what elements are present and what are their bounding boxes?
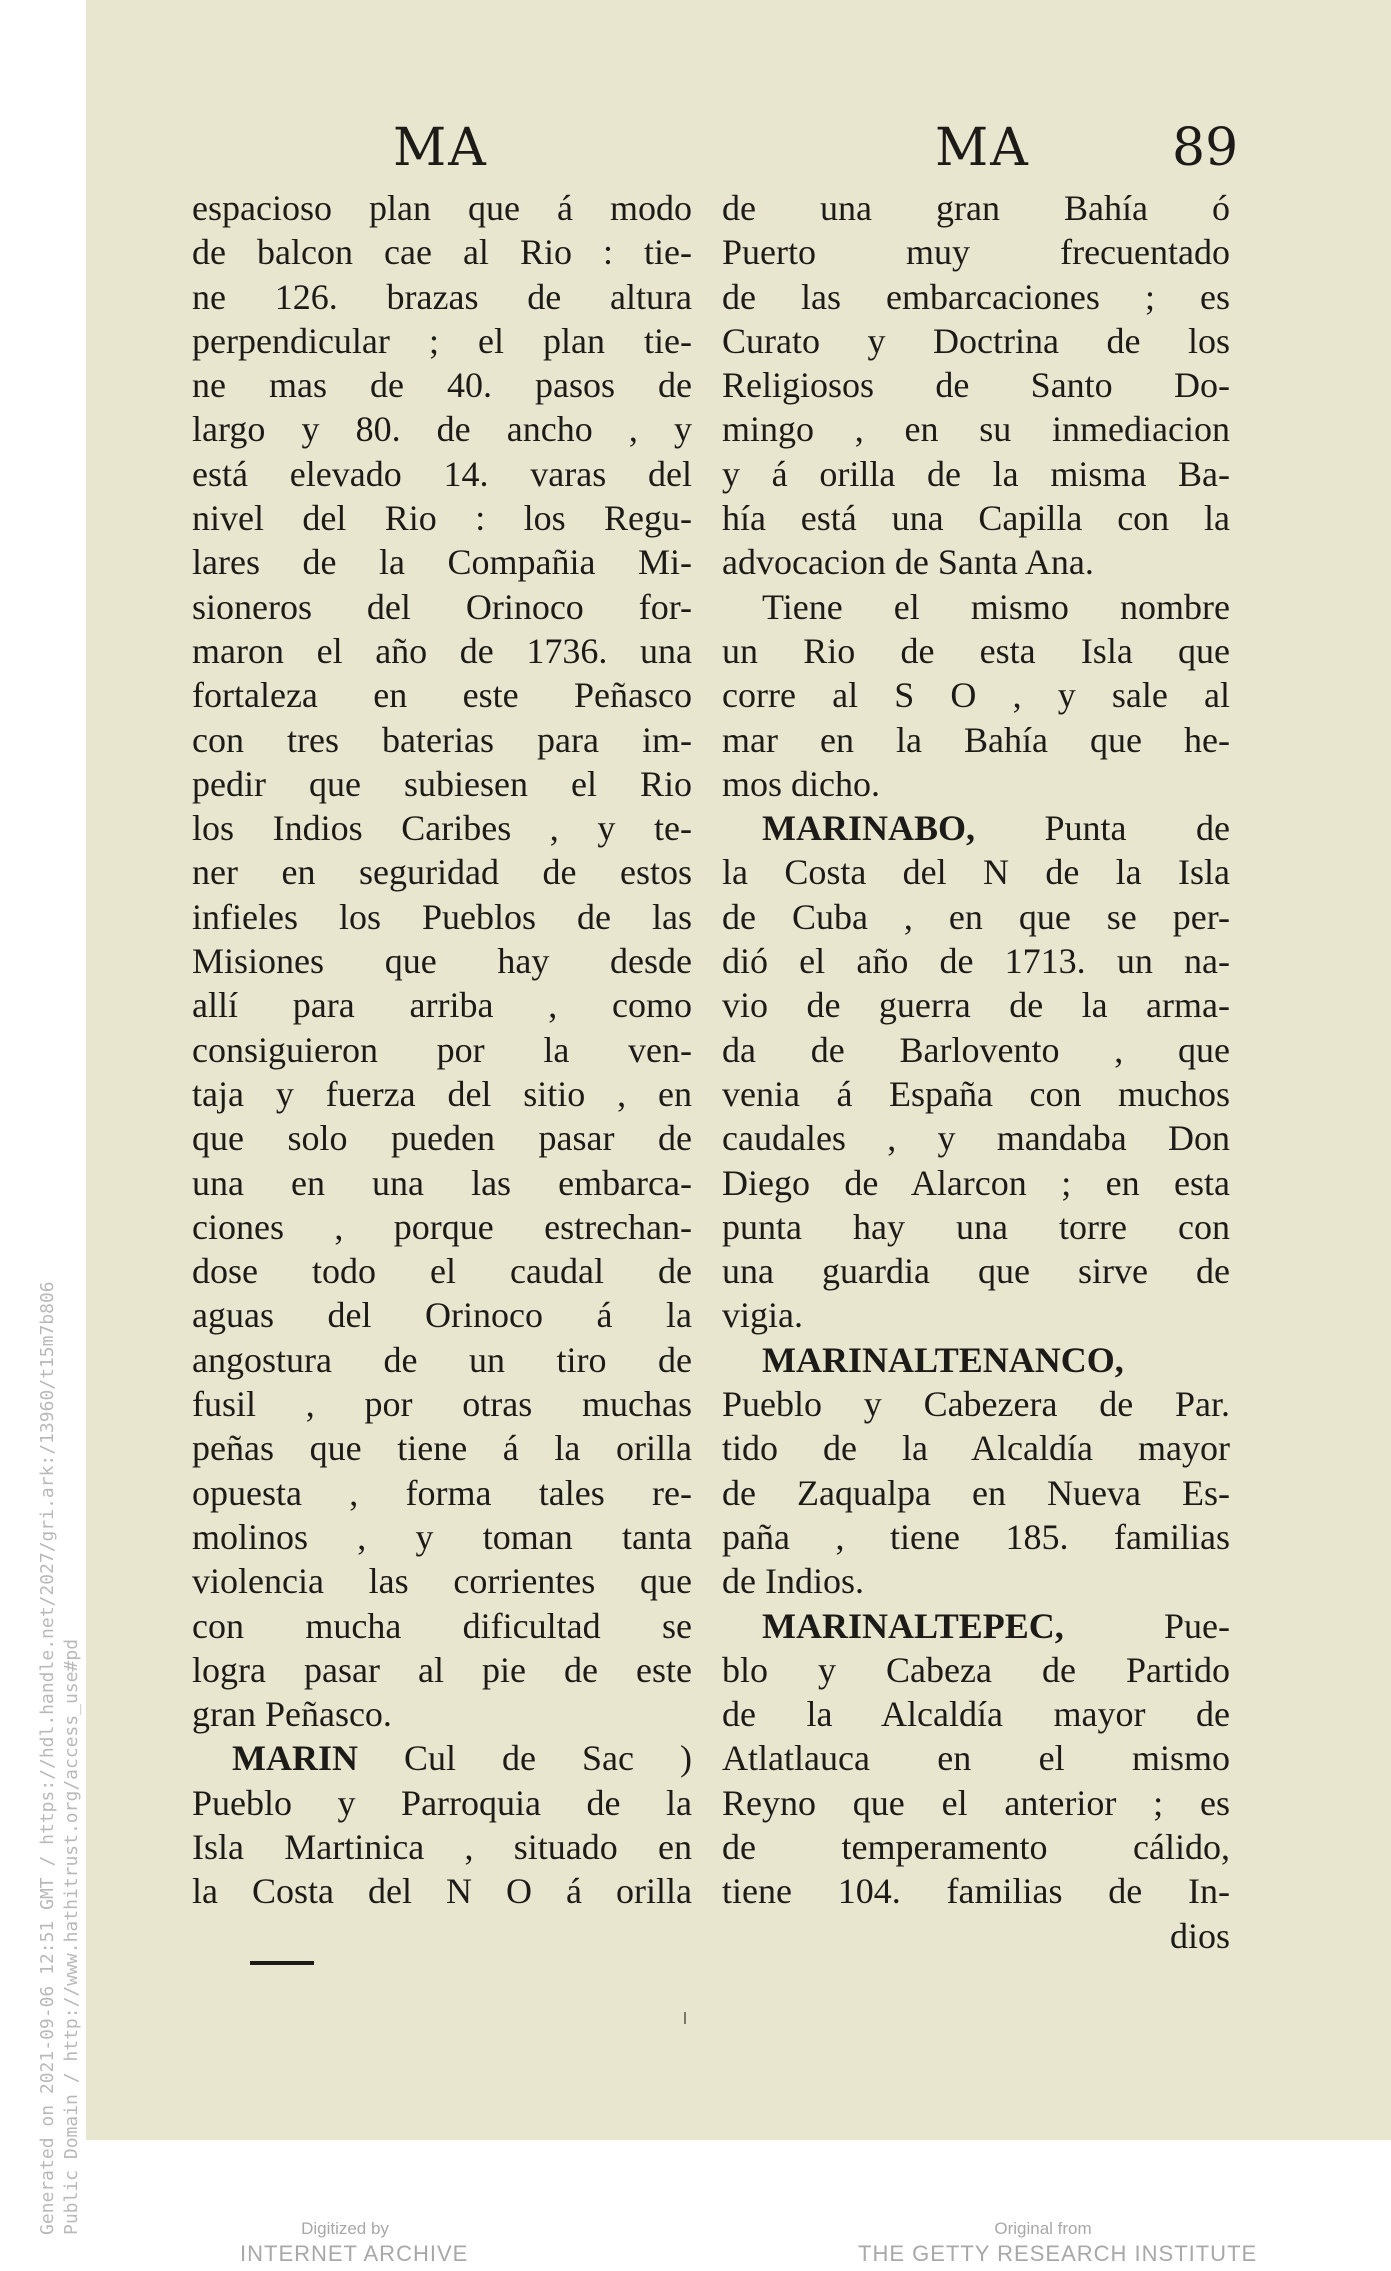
text-line: ner en seguridad de estos [192, 852, 692, 893]
text-line: de las embarcaciones ; es [722, 276, 1230, 317]
text-line: opuesta , forma tales re- [192, 1472, 692, 1513]
text-line: una en una las embarca- [192, 1162, 692, 1203]
text-line: perpendicular ; el plan tie- [192, 320, 692, 361]
digitizer-credit [240, 2218, 469, 2268]
digitizer-name: INTERNET ARCHIVE [240, 2241, 469, 2266]
entry-text: Pue- [1063, 1605, 1230, 1646]
text-line: con tres baterias para im- [192, 719, 692, 760]
entry-text: Punta de [975, 808, 1230, 849]
catchword: dios [1169, 1915, 1230, 1956]
margin-note-line: Generated on 2021-09-06 12:51 GMT / https://hdl.handle.net/2027/gri.ark:/13960/t15m7b806 [37, 1281, 58, 2235]
text-line: molinos , y toman tanta [192, 1516, 692, 1557]
text-line: de una gran Bahía ó [722, 188, 1230, 228]
text-line: ne mas de 40. pasos de [192, 365, 692, 406]
text-line: una guardia que sirve de [722, 1251, 1230, 1292]
text-line: violencia las corrientes que [192, 1561, 692, 1602]
text-line: da de Barlovento , que [722, 1029, 1230, 1070]
entry-headword: MARINABO, [762, 808, 975, 849]
text-line: pedir que subiesen el Rio [192, 763, 692, 804]
text-line: gran Peñasco. [192, 1694, 392, 1735]
text-line: Reyno que el anterior ; es [722, 1782, 1230, 1823]
entry-line [192, 1736, 692, 1780]
text-line: Tiene el mismo nombre [762, 586, 1230, 627]
text-line: caudales , y mandaba Don [722, 1118, 1230, 1159]
text-line: hía está una Capilla con la [722, 498, 1230, 539]
text-line: fusil , por otras muchas [192, 1384, 692, 1425]
text-line: aguas del Orinoco á la [192, 1295, 692, 1336]
left-column [192, 186, 692, 1914]
source-name: THE GETTY RESEARCH INSTITUTE [858, 2241, 1258, 2266]
text-line: nivel del Rio : los Regu- [192, 498, 692, 539]
text-line: mingo , en su inmediacion [722, 409, 1230, 450]
text-line: paña , tiene 185. familias [722, 1516, 1230, 1557]
entry-headword: MARINALTEPEC, [762, 1605, 1064, 1646]
text-line: la Costa del N de la Isla [722, 852, 1230, 893]
text-line: Misiones que hay desde [192, 941, 692, 982]
text-line: los Indios Caribes , y te- [192, 808, 692, 849]
text-line: la Costa del N O á orilla [192, 1871, 692, 1912]
text-line: punta hay una torre con [722, 1206, 1230, 1247]
text-line: largo y 80. de ancho , y [192, 409, 692, 450]
text-line: dió el año de 1713. un na- [722, 941, 1230, 982]
text-line: infieles los Pueblos de las [192, 896, 692, 937]
text-line: Puerto muy frecuentado [722, 232, 1230, 273]
source-caption: Original from [994, 2219, 1092, 2238]
text-line: de Zaqualpa en Nueva Es- [722, 1472, 1230, 1513]
text-line: Diego de Alarcon ; en esta [722, 1162, 1230, 1203]
text-line: maron el año de 1736. una [192, 630, 692, 671]
text-line: con mucha dificultad se [192, 1605, 692, 1646]
right-column [722, 186, 1230, 1958]
text-line: Religiosos de Santo Do- [722, 365, 1230, 406]
text-line: dose todo el caudal de [192, 1251, 692, 1292]
source-credit [858, 2218, 1258, 2268]
text-line: peñas que tiene á la orilla [192, 1428, 692, 1469]
text-line: angostura de un tiro de [192, 1339, 692, 1380]
text-line: corre al S O , y sale al [722, 675, 1230, 716]
text-line: taja y fuerza del sitio , en [192, 1073, 692, 1114]
entry-headword: MARINALTENANCO, [762, 1339, 1124, 1380]
text-line: mos dicho. [722, 763, 880, 804]
text-line: Atlatlauca en el mismo [722, 1738, 1230, 1779]
text-line: advocacion de Santa Ana. [722, 542, 1094, 583]
running-head-right: MA [935, 118, 1030, 178]
entry-text: Cul de Sac ) [357, 1738, 692, 1779]
text-line: vigia. [722, 1295, 803, 1336]
text-line: de la Alcaldía mayor de [722, 1694, 1230, 1735]
printer-rule [250, 1961, 314, 1965]
text-line: de balcon cae al Rio : tie- [192, 232, 692, 273]
text-line: ciones , porque estrechan- [192, 1206, 692, 1247]
text-line: de Cuba , en que se per- [722, 896, 1230, 937]
text-line: Pueblo y Parroquia de la [192, 1782, 692, 1823]
page-number: 89 [1172, 118, 1239, 178]
gutter-mark [684, 2012, 686, 2024]
text-line: espacioso plan que á modo [192, 188, 692, 228]
text-line: Curato y Doctrina de los [722, 320, 1230, 361]
text-line: consiguieron por la ven- [192, 1029, 692, 1070]
running-head-left: MA [393, 118, 488, 178]
text-line: ne 126. brazas de altura [192, 276, 692, 317]
text-line: mar en la Bahía que he- [722, 719, 1230, 760]
text-line: sioneros del Orinoco for- [192, 586, 692, 627]
text-line: tiene 104. familias de In- [722, 1871, 1230, 1912]
text-line: y á orilla de la misma Ba- [722, 453, 1230, 494]
entry-line [722, 1604, 1230, 1648]
text-line: de Indios. [722, 1561, 864, 1602]
text-line: vio de guerra de la arma- [722, 985, 1230, 1026]
text-line: de temperamento cálido, [722, 1826, 1230, 1867]
digitizer-caption: Digitized by [301, 2219, 389, 2238]
entry-headword: MARIN [232, 1738, 358, 1779]
text-line: blo y Cabeza de Partido [722, 1649, 1230, 1690]
text-line: Pueblo y Cabezera de Par. [722, 1384, 1230, 1425]
margin-note-line: Public Domain / http://www.hathitrust.org/access_use#pd [61, 1638, 82, 2235]
text-line: fortaleza en este Peñasco [192, 675, 692, 716]
text-line: está elevado 14. varas del [192, 453, 692, 494]
text-line: que solo pueden pasar de [192, 1118, 692, 1159]
hathitrust-margin-note [36, 1281, 84, 2235]
text-line: lares de la Compañia Mi- [192, 542, 692, 583]
text-line: Isla Martinica , situado en [192, 1826, 692, 1867]
entry-line [722, 1338, 1230, 1382]
entry-line [722, 806, 1230, 850]
text-line: logra pasar al pie de este [192, 1649, 692, 1690]
text-line: allí para arriba , como [192, 985, 692, 1026]
text-line: tido de la Alcaldía mayor [722, 1428, 1230, 1469]
text-line: un Rio de esta Isla que [722, 630, 1230, 671]
text-line: venia á España con muchos [722, 1073, 1230, 1114]
